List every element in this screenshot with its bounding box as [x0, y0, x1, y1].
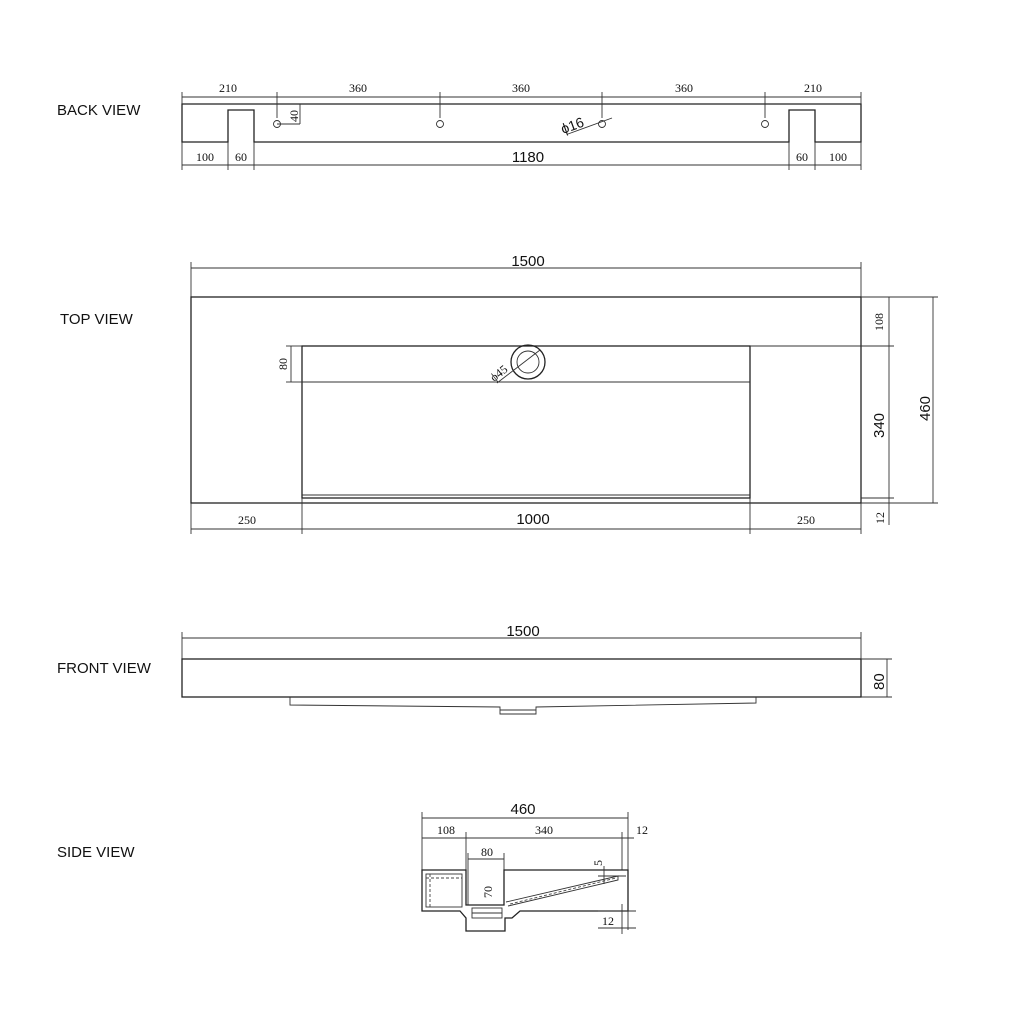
top-dim-340: 340	[871, 412, 888, 438]
front-dim-1500: 1500	[506, 623, 540, 640]
top-view-drain-inner	[517, 351, 539, 373]
back-view	[182, 81, 861, 170]
back-dim-360-2: 360	[512, 81, 530, 95]
back-dim-360-3: 360	[675, 81, 693, 95]
top-dim-1500: 1500	[511, 253, 545, 270]
side-dim-340: 340	[535, 823, 553, 837]
back-dim-60-right: 60	[796, 150, 808, 164]
back-hole-4	[762, 121, 769, 128]
side-view-bowl-slope	[506, 876, 618, 906]
back-dim-210-left: 210	[219, 81, 237, 95]
side-dim-460: 460	[510, 801, 536, 818]
back-dim-60-left: 60	[235, 150, 247, 164]
top-dim-1000: 1000	[516, 511, 550, 528]
side-dim-12-bottom: 12	[602, 914, 614, 928]
top-dim-12: 12	[873, 512, 887, 524]
top-view-outline	[191, 297, 861, 503]
top-view	[191, 253, 938, 534]
side-dim-80: 80	[481, 845, 493, 859]
front-view-label: FRONT VIEW	[57, 660, 151, 677]
side-view-label: SIDE VIEW	[57, 844, 135, 861]
top-dim-80: 80	[276, 358, 290, 370]
back-dim-100-right: 100	[829, 150, 847, 164]
front-view-basin-profile	[290, 697, 756, 714]
back-dim-210-right: 210	[804, 81, 822, 95]
top-dim-diameter-45: ϕ45	[487, 362, 511, 385]
back-dim-1180: 1180	[511, 149, 545, 166]
front-dim-80: 80	[871, 673, 888, 690]
back-view-label: BACK VIEW	[57, 102, 141, 119]
top-dim-460: 460	[917, 395, 934, 421]
top-view-bowl	[302, 346, 750, 498]
top-dim-250-right: 250	[797, 513, 815, 527]
side-view	[422, 801, 648, 934]
top-view-label: TOP VIEW	[60, 311, 133, 328]
side-view-back-cavity	[426, 874, 462, 907]
front-view-outline	[182, 659, 861, 697]
top-dim-108: 108	[872, 313, 886, 331]
top-dim-250-left: 250	[238, 513, 256, 527]
side-dim-108: 108	[437, 823, 455, 837]
side-dim-5: 5	[591, 860, 605, 866]
side-dim-70: 70	[481, 886, 495, 898]
back-dim-40: 40	[287, 110, 301, 122]
side-dim-12-top: 12	[636, 823, 648, 837]
back-dim-diameter-16: ϕ16	[558, 113, 587, 137]
front-view	[182, 623, 892, 714]
back-hole-2	[437, 121, 444, 128]
back-dim-360-1: 360	[349, 81, 367, 95]
back-view-outline	[182, 104, 861, 142]
back-dim-100-left: 100	[196, 150, 214, 164]
